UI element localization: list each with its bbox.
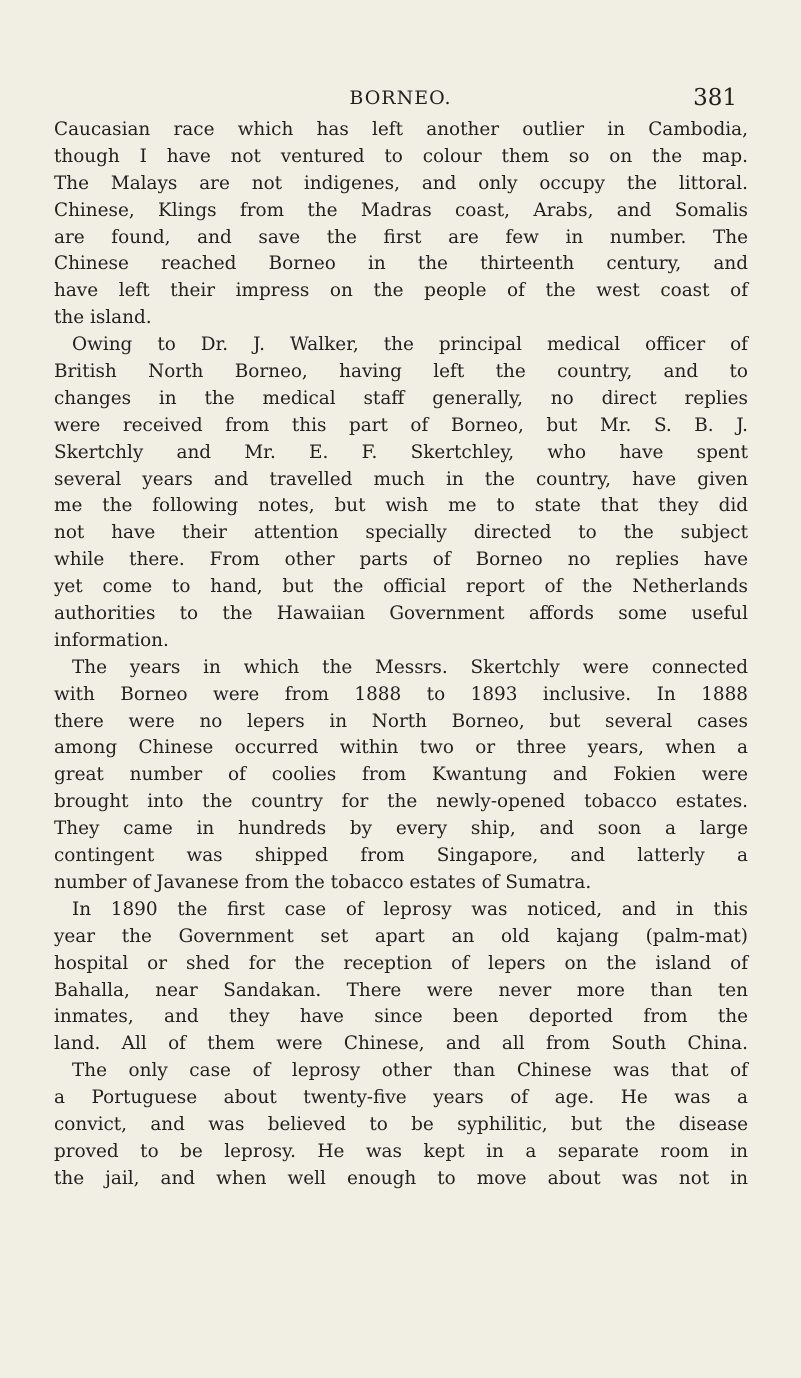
text-line: not have their attention specially directed to the subject <box>54 522 748 544</box>
text-line: Chinese, Klings from the Madras coast, Arabs, and Somalis <box>54 199 748 221</box>
paragraph-end-line: the island. <box>54 307 152 329</box>
paragraph-start-line: The years in which the Messrs. Skertchly were connected <box>72 656 748 678</box>
text-line: are found, and save the first are few in number. The <box>54 226 748 248</box>
text-line: there were no lepers in North Borneo, but several cases <box>54 710 748 732</box>
body-text <box>54 117 748 1193</box>
text-line: while there. From other parts of Borneo no replies have <box>54 549 748 571</box>
text-line: the jail, and when well enough to move about was not in <box>54 1167 748 1189</box>
text-line: Caucasian race which has left another outlier in Cambodia, <box>54 119 748 140</box>
text-line: contingent was shipped from Singapore, and latterly a <box>54 845 748 867</box>
paragraph-start-line: In 1890 the first case of leprosy was noticed, and in this <box>72 898 748 920</box>
text-line: with Borneo were from 1888 to 1893 inclusive. In 1888 <box>54 683 748 705</box>
running-head <box>60 84 741 112</box>
paragraph-end-line: information. <box>54 629 169 651</box>
text-line: hospital or shed for the reception of lepers on the island of <box>54 952 748 974</box>
text-line: inmates, and they have since been deported from the <box>54 1006 748 1028</box>
text-line: were received from this part of Borneo, but Mr. S. B. J. <box>54 414 748 436</box>
text-line: They came in hundreds by every ship, and soon a large <box>54 818 748 840</box>
paragraph-start-line: The only case of leprosy other than Chinese was that of <box>72 1060 748 1082</box>
text-line: have left their impress on the people of the west coast of <box>54 280 748 302</box>
text-line: great number of coolies from Kwantung and Fokien were <box>54 764 748 786</box>
text-line: Bahalla, near Sandakan. There were never more than ten <box>54 979 748 1001</box>
text-line: land. All of them were Chinese, and all from South China. <box>54 1033 748 1055</box>
text-line: several years and travelled much in the country, have given <box>54 468 748 490</box>
text-line: Chinese reached Borneo in the thirteenth century, and <box>54 253 748 275</box>
text-line: convict, and was believed to be syphilitic, but the disease <box>54 1113 748 1135</box>
paragraph-end-line: number of Javanese from the tobacco estates of Sumatra. <box>54 871 592 893</box>
text-line: authorities to the Hawaiian Government affords some useful <box>54 603 748 625</box>
text-line: year the Government set apart an old kajang (palm-mat) <box>54 925 748 947</box>
page-number: 381 <box>693 85 737 111</box>
text-line: The Malays are not indigenes, and only occupy the littoral. <box>54 172 748 194</box>
text-line: changes in the medical staff generally, no direct replies <box>54 387 748 409</box>
text-line: British North Borneo, having left the country, and to <box>54 361 748 383</box>
text-line: among Chinese occurred within two or three years, when a <box>54 737 748 759</box>
paragraph-start-line: Owing to Dr. J. Walker, the principal medical officer of <box>72 334 748 356</box>
text-line: Skertchly and Mr. E. F. Skertchley, who have spent <box>54 441 748 463</box>
text-line: though I have not ventured to colour them so on the map. <box>54 145 748 167</box>
text-line: a Portuguese about twenty-five years of age. He was a <box>54 1087 748 1109</box>
running-title: BORNEO. <box>349 87 452 109</box>
text-line: proved to be leprosy. He was kept in a separate room in <box>54 1140 748 1162</box>
text-line: yet come to hand, but the official report of the Netherlands <box>54 576 748 598</box>
text-line: brought into the country for the newly-opened tobacco estates. <box>54 791 748 813</box>
text-line: me the following notes, but wish me to state that they did <box>54 495 748 517</box>
